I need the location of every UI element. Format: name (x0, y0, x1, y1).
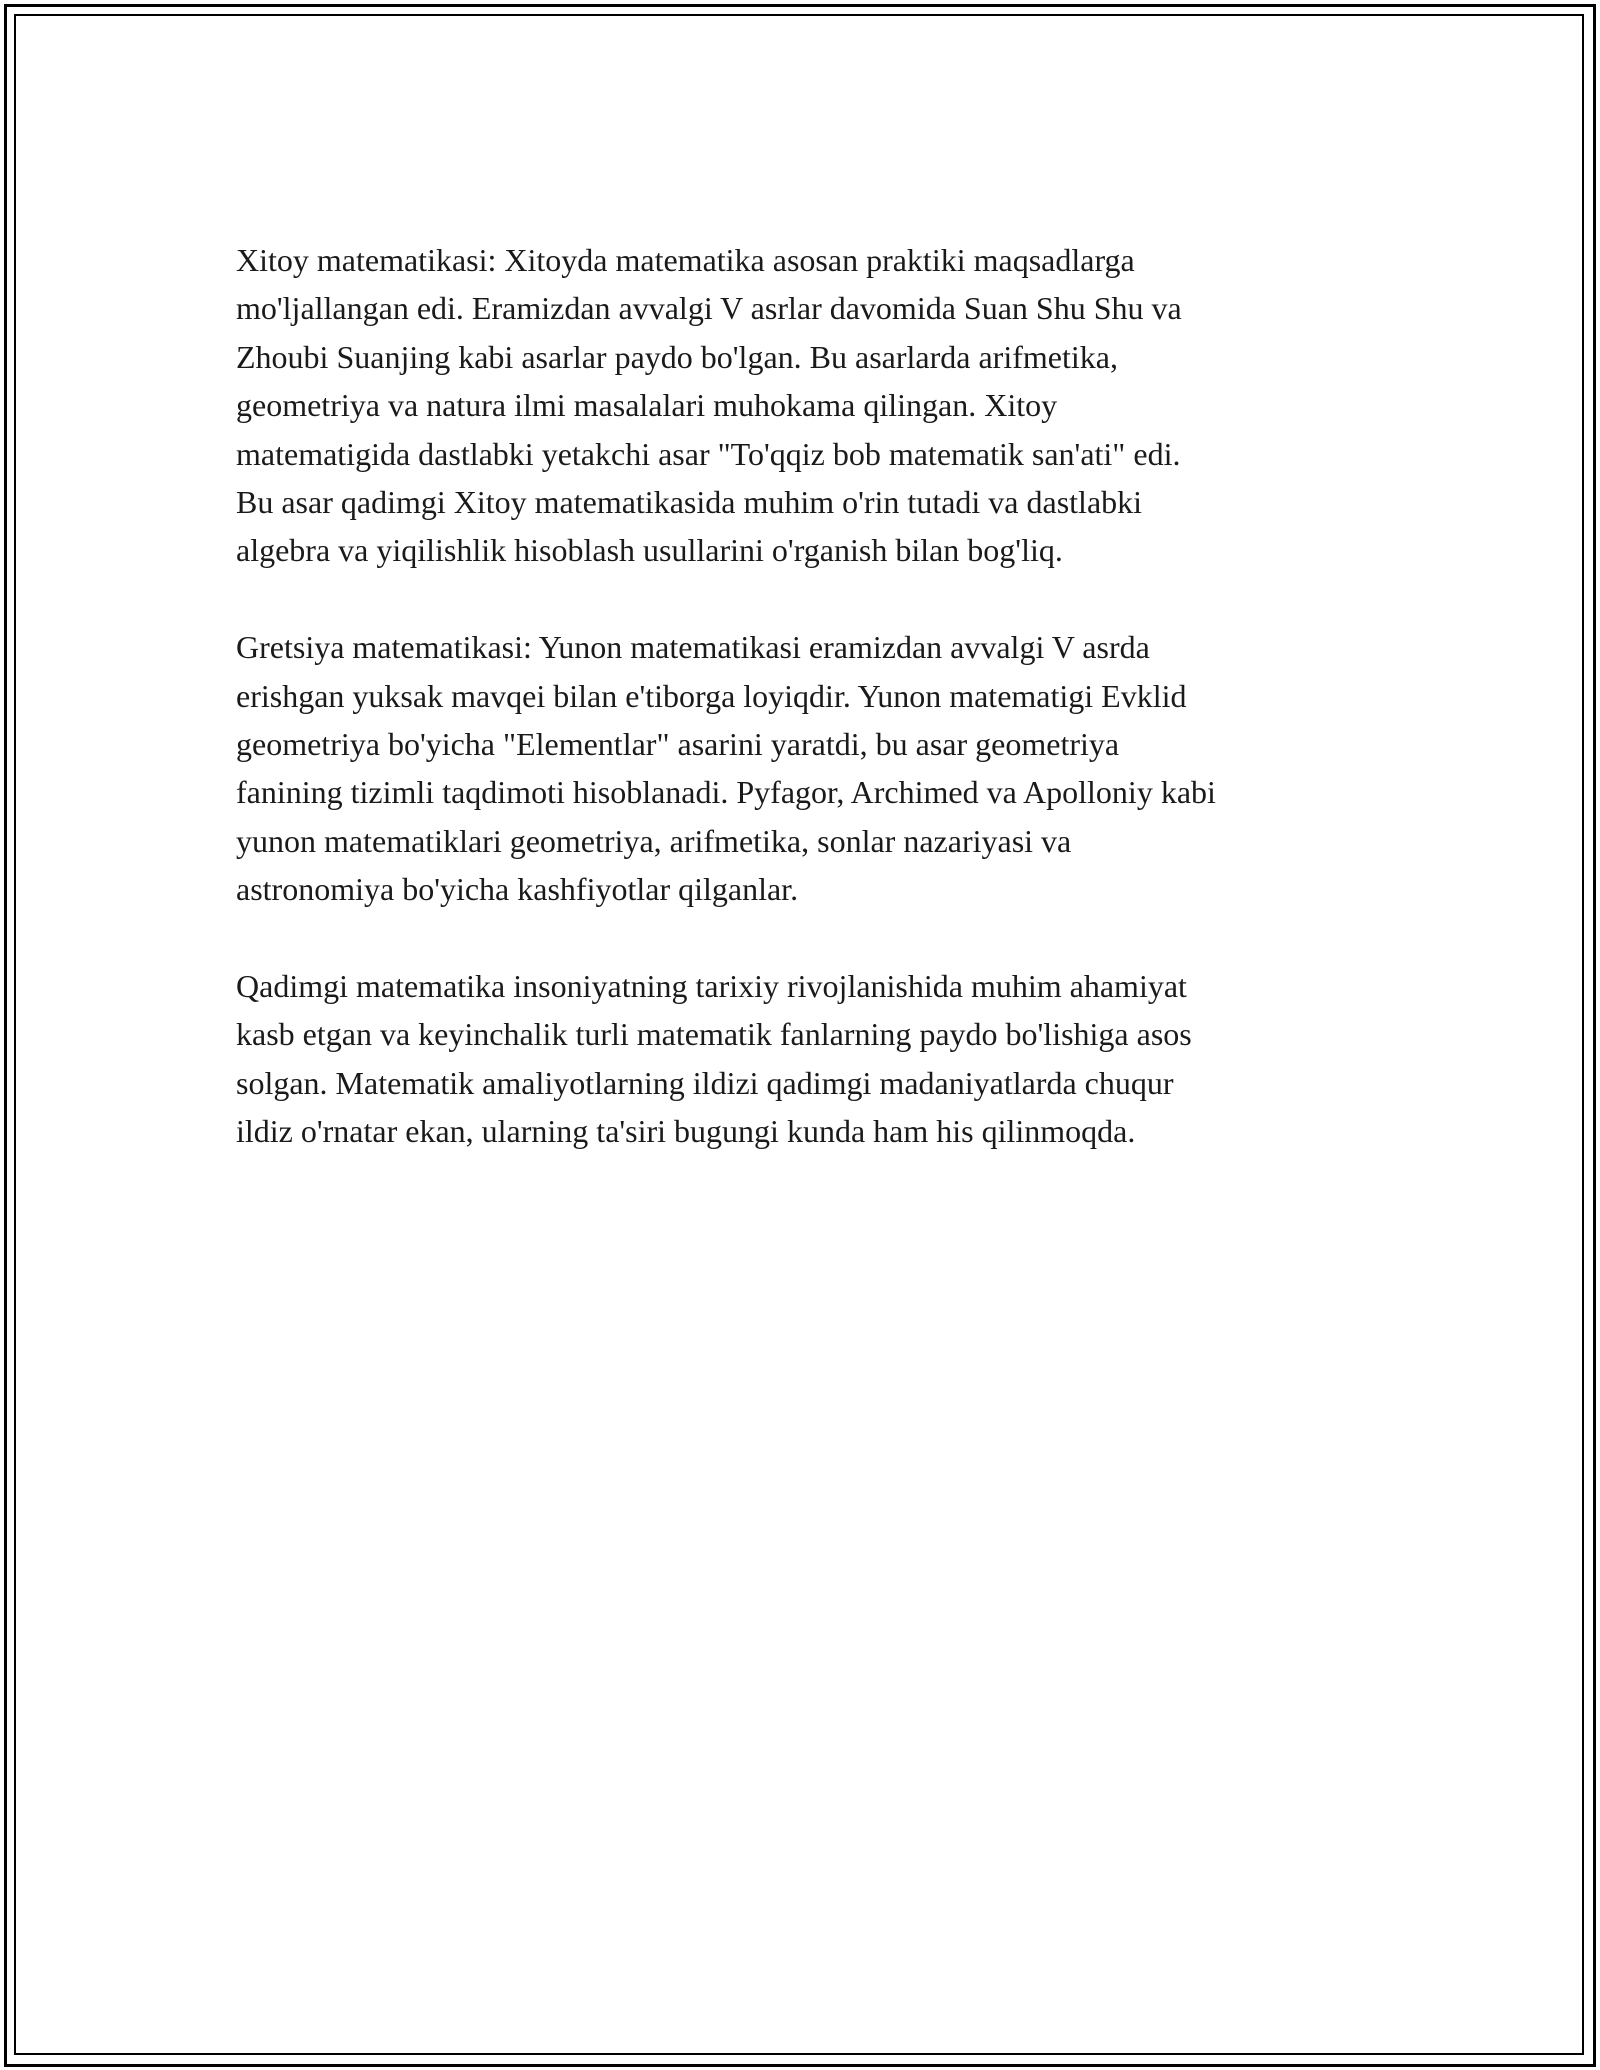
document-body (236, 236, 1376, 1204)
text-line: geometriya va natura ilmi masalalari muhokama qilingan. Xitoy (236, 387, 1058, 424)
text-line: yunon matematiklari geometriya, arifmetika, sonlar nazariyasi va (236, 822, 1072, 859)
text-line: Qadimgi matematika insoniyatning tarixiy rivojlanishida muhim ahamiyat (236, 968, 1187, 1005)
text-line: kasb etgan va keyinchalik turli matematik fanlarning paydo bo'lishiga asos (236, 1016, 1192, 1053)
text-line: mo'ljallangan edi. Eramizdan avvalgi V asrlar davomida Suan Shu Shu va (236, 290, 1182, 327)
text-line: algebra va yiqilishlik hisoblash usullarini o'rganish bilan bog'liq. (236, 532, 1063, 569)
text-line: matematigida dastlabki yetakchi asar "To'qqiz bob matematik san'ati" edi. (236, 435, 1181, 472)
text-line: fanining tizimli taqdimoti hisoblanadi. Pyfagor, Archimed va Apolloniy kabi (236, 774, 1216, 811)
text-line: astronomiya bo'yicha kashfiyotlar qilganlar. (236, 871, 799, 908)
text-line: Bu asar qadimgi Xitoy matematikasida muhim o'rin tutadi va dastlabki (236, 484, 1143, 521)
text-line: geometriya bo'yicha "Elementlar" asarini yaratdi, bu asar geometriya (236, 726, 1120, 763)
text-line: Xitoy matematikasi: Xitoyda matematika asosan praktiki maqsadlarga (236, 242, 1135, 278)
text-line: erishgan yuksak mavqei bilan e'tiborga loyiqdir. Yunon matematigi Evklid (236, 677, 1187, 714)
text-line: Gretsiya matematikasi: Yunon matematikasi eramizdan avvalgi V asrda (236, 629, 1150, 666)
text-line: ildiz o'rnatar ekan, ularning ta'siri bugungi kunda ham his qilinmoqda. (236, 1113, 1136, 1150)
paragraph-chinese-mathematics (236, 236, 1376, 575)
text-line: Zhoubi Suanjing kabi asarlar paydo bo'lgan. Bu asarlarda arifmetika, (236, 338, 1118, 375)
paragraph-greek-mathematics (236, 623, 1376, 913)
paragraph-ancient-mathematics-conclusion (236, 962, 1376, 1156)
text-line: solgan. Matematik amaliyotlarning ildizi qadimgi madaniyatlarda chuqur (236, 1064, 1174, 1101)
